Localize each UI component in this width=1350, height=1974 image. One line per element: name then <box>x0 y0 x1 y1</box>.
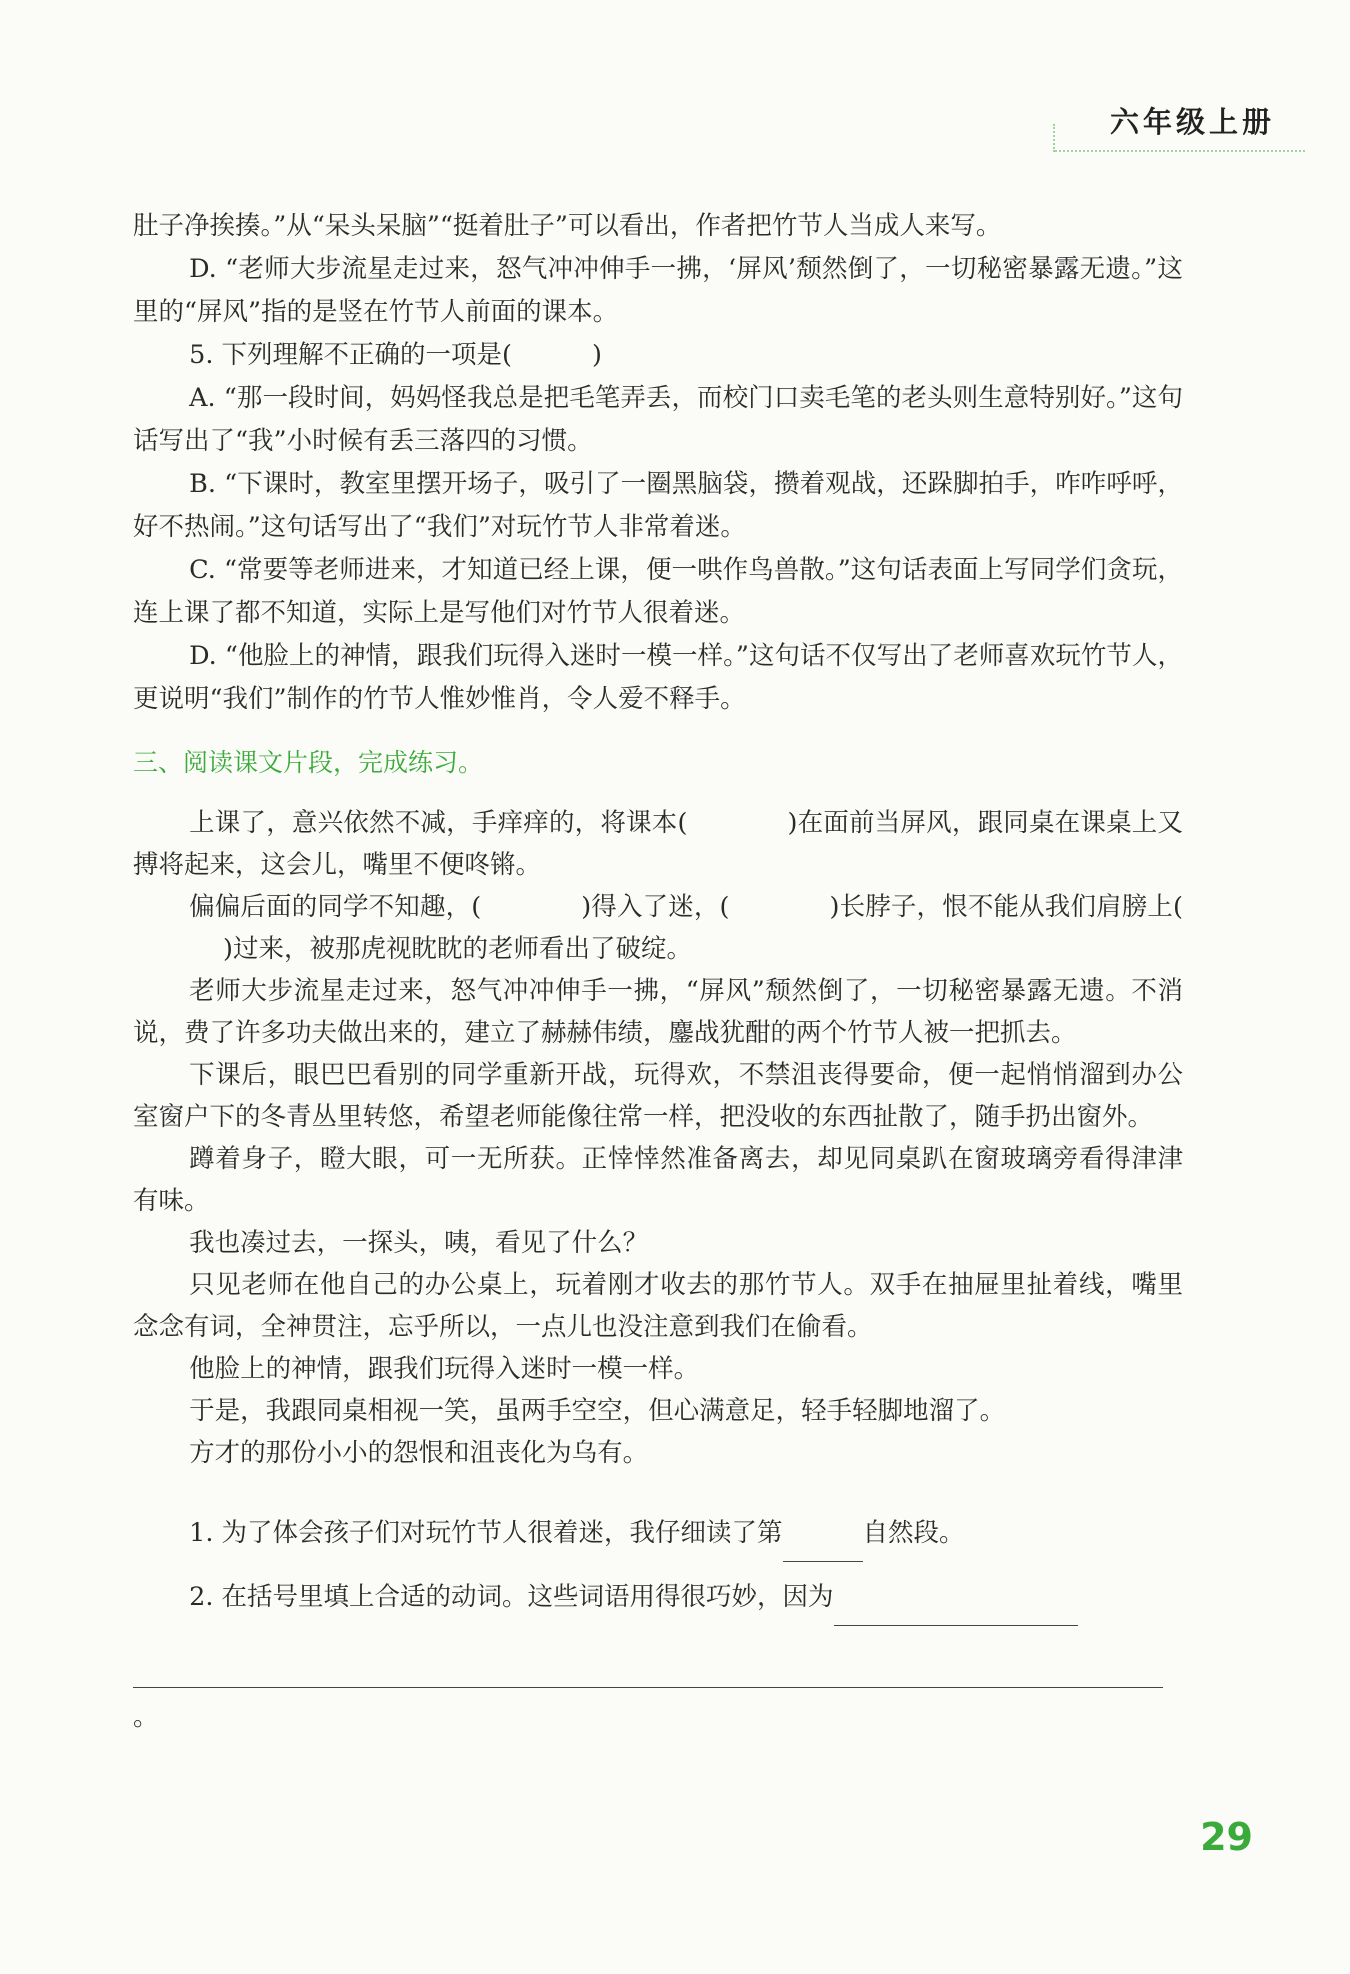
passage-paragraph-7: 只见老师在他自己的办公桌上，玩着刚才收去的那竹节人。双手在抽屉里扯着线，嘴里念念有词，全神贯注，忘乎所以，一点儿也没注意到我们在偷看。 <box>133 1270 1183 1342</box>
header-decoration <box>1053 124 1055 152</box>
passage-paragraph-1: 上课了，意兴依然不减，手痒痒的，将课本( )在面前当屏风，跟同桌在课桌上又搏将起来，这会儿，嘴里不便咚锵。 <box>133 808 1184 880</box>
reading-passage <box>133 802 1183 1474</box>
exercise-1-blank[interactable] <box>783 1527 863 1562</box>
passage-paragraph-8: 他脸上的神情，跟我们玩得入迷时一模一样。 <box>189 1354 700 1384</box>
continued-text: 肚子净挨揍。”从“呆头呆脑”“挺着肚子”可以看出，作者把竹节人当成人来写。 <box>133 211 1002 241</box>
option-5-b: B. “下课时，教室里摆开场子，吸引了一圈黑脑袋，攒着观战，还跺脚拍手，咋咋呼呼，好不热闹。”这句话写出了“我们”对玩竹节人非常着迷。 <box>133 469 1183 542</box>
option-5-a: A. “那一段时间，妈妈怪我总是把毛笔弄丢，而校门口卖毛笔的老头则生意特别好。”这句话写出了“我”小时候有丢三落四的习惯。 <box>133 383 1183 456</box>
exercise-2-continued: 。 <box>133 1630 1183 1746</box>
passage-paragraph-3: 老师大步流星走过来，怒气冲冲伸手一拂，“屏风”颓然倒了，一切秘密暴露无遗。不消说，费了许多功夫做出来的，建立了赫赫伟绩，鏖战犹酣的两个竹节人被一把抓去。 <box>133 976 1183 1048</box>
passage-paragraph-5: 蹲着身子，瞪大眼，可一无所获。正悻悻然准备离去，却见同桌趴在窗玻璃旁看得津津有味。 <box>133 1144 1183 1216</box>
passage-paragraph-6: 我也凑过去，一探头，咦，看见了什么？ <box>189 1228 649 1258</box>
exercise-list <box>133 1504 1183 1746</box>
grade-title: 六年级上册 <box>1109 105 1275 139</box>
section-3-heading: 三、阅读课文片段，完成练习。 <box>133 748 484 777</box>
option-5-c: C. “常要等老师进来，才知道已经上课，便一哄作鸟兽散。”这句话表面上写同学们贪玩，连上课了都不知道，实际上是写他们对竹节人很着迷。 <box>133 555 1183 628</box>
passage-paragraph-9: 于是，我跟同桌相视一笑，虽两手空空，但心满意足，轻手轻脚地溜了。 <box>189 1396 1006 1426</box>
option-5-d: D. “他脸上的神情，跟我们玩得入迷时一模一样。”这句话不仅写出了老师喜欢玩竹节人，更说明“我们”制作的竹节人惟妙惟肖，令人爱不释手。 <box>133 641 1183 714</box>
passage-paragraph-2: 偏偏后面的同学不知趣，( )得入了迷，( )长脖子，恨不能从我们肩膀上()过来，被那虎视眈眈的老师看出了破绽。 <box>189 892 1183 964</box>
header-divider <box>1055 150 1305 152</box>
exercise-2: 2. 在括号里填上合适的动词。这些词语用得很巧妙，因为 <box>133 1568 1183 1626</box>
page-number: 29 <box>1200 1815 1253 1859</box>
option-4-d: D. “老师大步流星走过来，怒气冲冲伸手一拂，‘屏风’颓然倒了，一切秘密暴露无遗。”这里的“屏风”指的是竖在竹节人前面的课本。 <box>133 254 1183 327</box>
page-content <box>133 205 1183 1746</box>
passage-paragraph-10: 方才的那份小小的怨恨和沮丧化为乌有。 <box>189 1438 649 1468</box>
passage-paragraph-4: 下课后，眼巴巴看别的同学重新开战，玩得欢，不禁沮丧得要命，便一起悄悄溜到办公室窗户下的冬青丛里转悠，希望老师能像往常一样，把没收的东西扯散了，随手扔出窗外。 <box>133 1060 1183 1132</box>
exercise-2-blank-b[interactable] <box>133 1653 1163 1688</box>
exercise-1: 1. 为了体会孩子们对玩竹节人很着迷，我仔细读了第 自然段。 <box>133 1504 1183 1562</box>
exercise-2-blank-a[interactable] <box>834 1591 1078 1626</box>
question-5-stem: 5. 下列理解不正确的一项是( ) <box>189 340 602 370</box>
